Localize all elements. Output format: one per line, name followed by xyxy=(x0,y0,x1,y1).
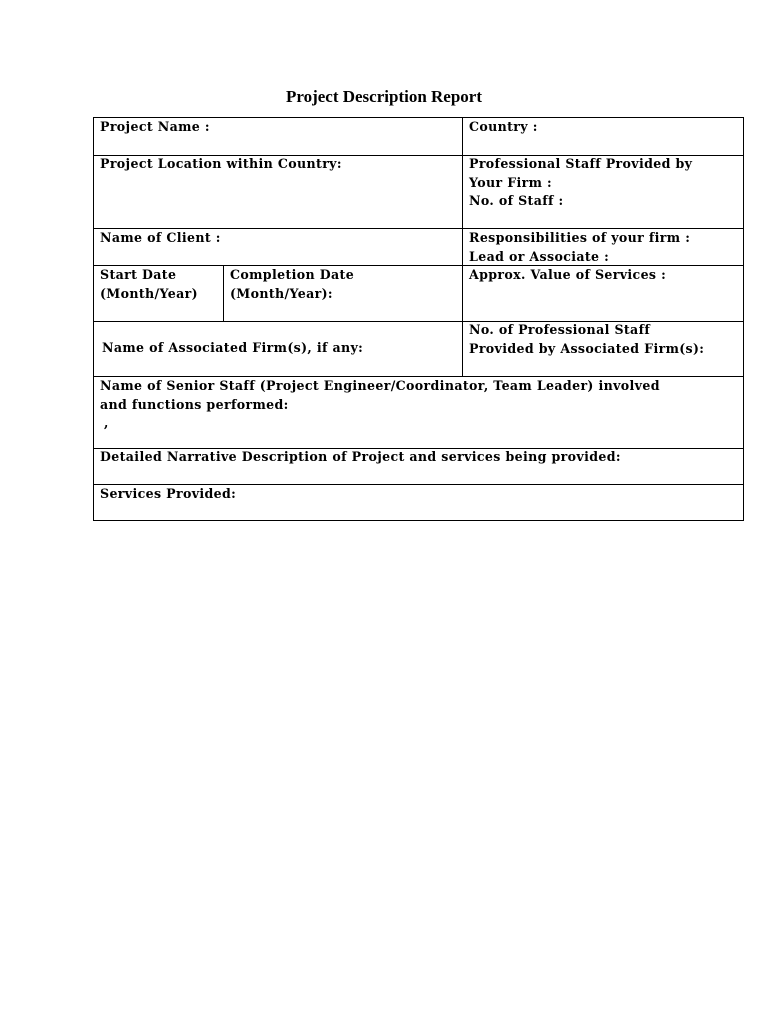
responsibilities-field[interactable] xyxy=(469,229,690,266)
project-name-field[interactable] xyxy=(100,118,210,137)
project-description-form xyxy=(93,117,744,521)
start-date-label-line1: Start Date xyxy=(100,267,177,282)
services-provided-field[interactable] xyxy=(100,485,236,504)
column-divider xyxy=(462,118,463,376)
senior-staff-entry-mark: , xyxy=(104,415,109,430)
page-title: Project Description Report xyxy=(285,87,483,106)
senior-staff-label-line2: and functions performed: xyxy=(100,396,289,412)
associated-staff-field[interactable] xyxy=(469,321,704,358)
completion-date-label-line1: Completion Date xyxy=(230,267,355,282)
senior-staff-field[interactable] xyxy=(100,377,660,433)
associated-staff-label-line2: Provided by Associated Firm(s): xyxy=(469,340,705,356)
project-location-label: Project Location within Country: xyxy=(100,156,342,171)
client-name-field[interactable] xyxy=(100,229,221,248)
project-name-label: Project Name : xyxy=(100,119,210,134)
narrative-description-label: Detailed Narrative Description of Project and services being provided: xyxy=(100,449,621,464)
column-divider xyxy=(223,265,224,321)
country-field[interactable] xyxy=(469,118,538,137)
approx-value-field[interactable] xyxy=(469,266,666,285)
project-location-field[interactable] xyxy=(100,155,342,174)
narrative-description-field[interactable] xyxy=(100,448,621,467)
completion-date-label-line2: (Month/Year): xyxy=(230,285,333,301)
associated-firms-label: Name of Associated Firm(s), if any: xyxy=(102,340,364,355)
approx-value-label: Approx. Value of Services : xyxy=(469,267,667,282)
senior-staff-label-line1: Name of Senior Staff (Project Engineer/Coordinator, Team Leader) involved xyxy=(100,378,660,393)
country-label: Country : xyxy=(469,119,538,134)
start-date-field[interactable] xyxy=(100,266,198,303)
services-provided-label: Services Provided: xyxy=(100,486,237,501)
responsibilities-label-line1: Responsibilities of your firm : xyxy=(469,230,691,245)
associated-staff-label-line1: No. of Professional Staff xyxy=(469,322,651,337)
responsibilities-label-line2: Lead or Associate : xyxy=(469,248,610,264)
professional-staff-field[interactable] xyxy=(469,155,692,211)
client-name-label: Name of Client : xyxy=(100,230,221,245)
professional-staff-label-line2: Your Firm : xyxy=(469,174,553,190)
associated-firms-field[interactable] xyxy=(102,339,363,358)
start-date-label-line2: (Month/Year) xyxy=(100,285,198,301)
professional-staff-label-line1: Professional Staff Provided by xyxy=(469,156,693,171)
completion-date-field[interactable] xyxy=(230,266,354,303)
number-of-staff-label: No. of Staff : xyxy=(469,193,564,208)
